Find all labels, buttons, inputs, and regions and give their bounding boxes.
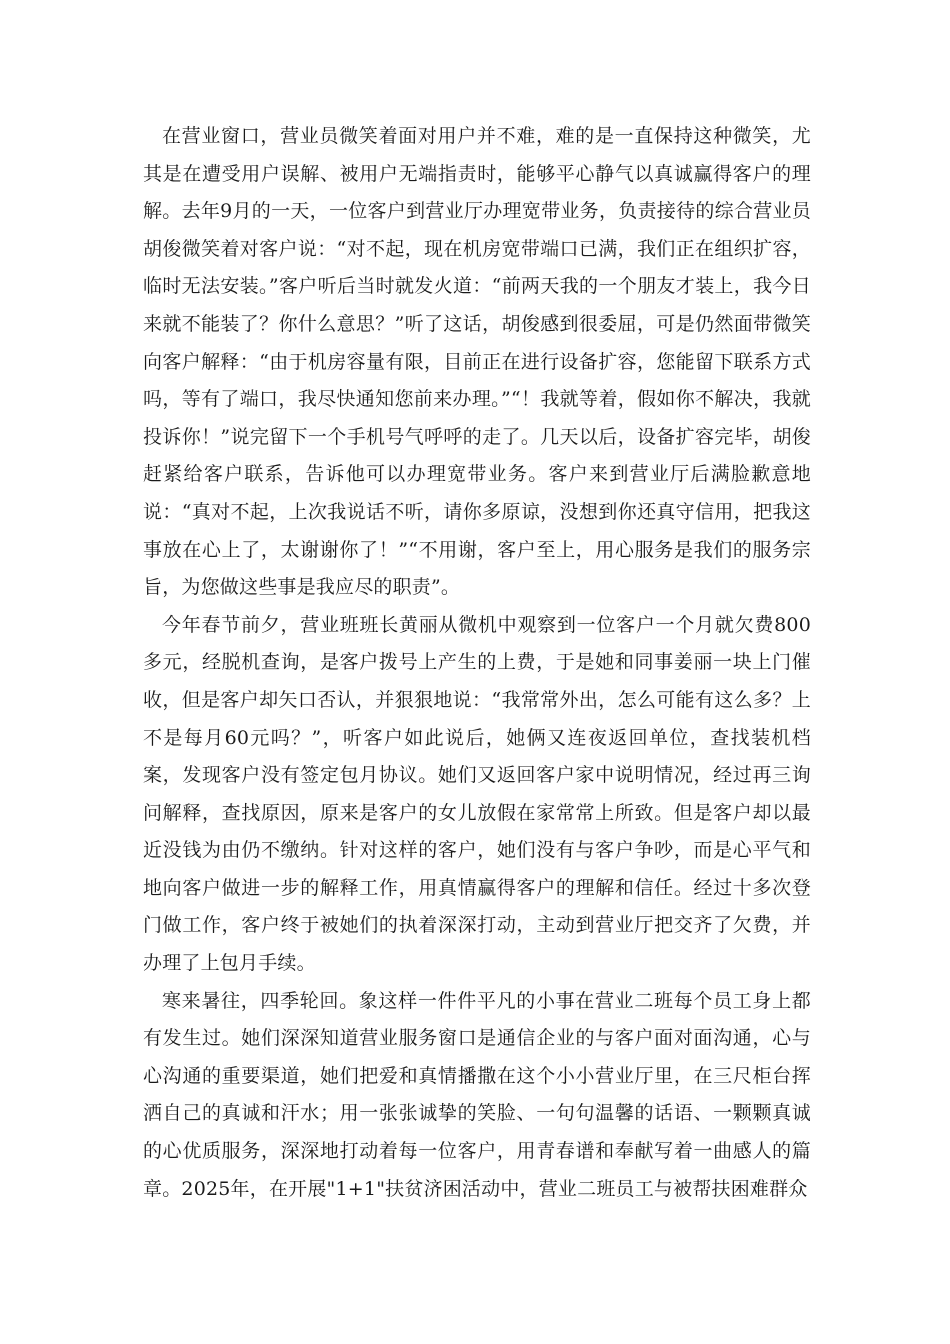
paragraph-2: 今年春节前夕，营业班班长黄丽从微机中观察到一位客户一个月就欠费800多元，经脱机查询，是客户拨号上产生的上费，于是她和同事姜丽一块上门催收，但是客户却矢口否认，并狠狠地说：“我常常外出，怎么可能有这么多？上不是每月60元吗？”，听客户如此说后，她俩又连夜返回单位，查找装机档案，发现客户没有签定包月协议。她们又返回客户家中说明情况，经过再三询问解释，查找原因，原来是客户的女儿放假在家常常上所致。但是客户却以最近没钱为由仍不缴纳。针对这样的客户，她们没有与客户争吵，而是心平气和地向客户做进一步的解释工作，用真情赢得客户的理解和信任。经过十多次登门做工作，客户终于被她们的执着深深打动，主动到营业厅把交齐了欠费，并办理了上包月手续。 (143, 613, 811, 975)
paragraph-1: 在营业窗口，营业员微笑着面对用户并不难，难的是一直保持这种微笑，尤其是在遭受用户误解、被用户无端指责时，能够平心静气以真诚赢得客户的理解。去年9月的一天，一位客户到营业厅办理宽带业务，负责接待的综合营业员胡俊微笑着对客户说：“对不起，现在机房宽带端口已满，我们正在组织扩容，临时无法安装。”客户听后当时就发火道：“前两天我的一个朋友才装上，我今日来就不能装了？你什么意思？”听了这话，胡俊感到很委屈，可是仍然面带微笑向客户解释：“由于机房容量有限，目前正在进行设备扩容，您能留下联系方式吗，等有了端口，我尽快通知您前来办理。”“！我就等着，假如你不解决，我就投诉你！”说完留下一个手机号气呼呼的走了。几天以后，设备扩容完毕，胡俊赶紧给客户联系，告诉他可以办理宽带业务。客户来到营业厅后满脸歉意地说：“真对不起，上次我说话不听，请你多原谅，没想到你还真守信用，把我这事放在心上了，太谢谢你了！”“不用谢，客户至上，用心服务是我们的服务宗旨，为您做这些事是我应尽的职责”。 (143, 125, 811, 599)
document-body (143, 118, 811, 1208)
paragraph-3: 寒来暑往，四季轮回。象这样一件件平凡的小事在营业二班每个员工身上都有发生过。她们深深知道营业服务窗口是通信企业的与客户面对面沟通，心与心沟通的重要渠道，她们把爱和真情播撒在这个小小营业厅里，在三尺柜台挥洒自己的真诚和汗水；用一张张诚挚的笑脸、一句句温馨的话语、一颗颗真诚的心优质服务，深深地打动着每一位客户，用青春谱和奉献写着一曲感人的篇章。2025年，在开展"1+1"扶贫济困活动中，营业二班员工与被帮扶困难群众 (143, 989, 811, 1200)
